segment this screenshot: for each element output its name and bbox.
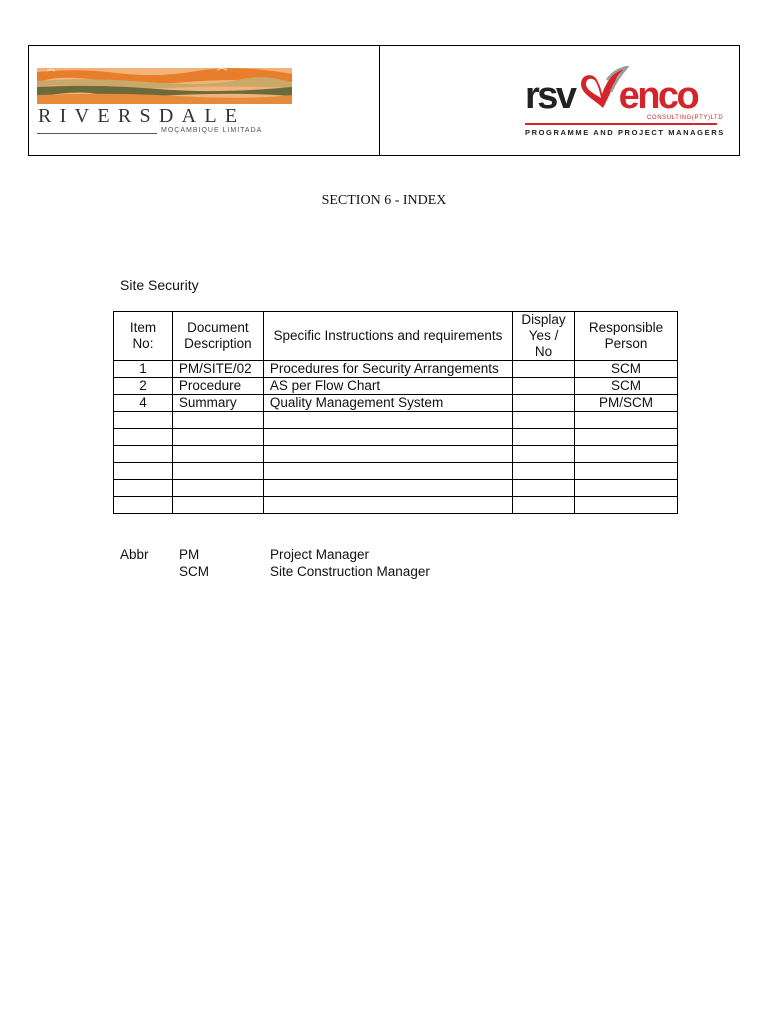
cell-item	[114, 463, 173, 480]
rsvenco-logo	[525, 66, 725, 141]
cell-display	[513, 463, 575, 480]
cell-document: PM/SITE/02	[172, 361, 263, 378]
cell-document	[172, 446, 263, 463]
table-row	[114, 378, 678, 395]
cell-instructions	[263, 412, 512, 429]
cell-responsible: PM/SCM	[575, 395, 678, 412]
cell-responsible: SCM	[575, 361, 678, 378]
header-right-cell	[380, 46, 739, 155]
table-row	[114, 497, 678, 514]
cell-document	[172, 497, 263, 514]
cell-responsible	[575, 497, 678, 514]
cell-display	[513, 378, 575, 395]
abbreviation-meaning: Project Manager	[270, 547, 370, 562]
cell-responsible: SCM	[575, 378, 678, 395]
cell-display	[513, 429, 575, 446]
cell-instructions	[263, 446, 512, 463]
cell-responsible	[575, 429, 678, 446]
rsvenco-consulting: CONSULTING(PTY)LTD	[647, 115, 724, 121]
cell-responsible	[575, 412, 678, 429]
cell-display	[513, 446, 575, 463]
cell-instructions	[263, 463, 512, 480]
rsvenco-name-right: enco	[618, 75, 698, 117]
cell-display	[513, 497, 575, 514]
cell-display	[513, 480, 575, 497]
section-title: SECTION 6 - INDEX	[321, 193, 447, 208]
index-table	[113, 311, 678, 514]
abbreviations-label: Abbr	[120, 547, 149, 562]
cell-document	[172, 480, 263, 497]
table-row	[114, 463, 678, 480]
riversdale-subname: MOÇAMBIQUE LIMITADA	[161, 127, 263, 134]
riversdale-logo	[37, 68, 297, 138]
cell-item	[114, 497, 173, 514]
header-responsible-person: Responsible Person	[575, 312, 678, 361]
header-item-no: Item No:	[114, 312, 173, 361]
table-header-row	[114, 312, 678, 361]
header-left-cell	[29, 46, 380, 155]
cell-display	[513, 412, 575, 429]
table-row	[114, 446, 678, 463]
cell-item: 4	[114, 395, 173, 412]
cell-document	[172, 412, 263, 429]
table-row	[114, 412, 678, 429]
subtitle: Site Security	[120, 277, 199, 293]
cell-instructions: Quality Management System	[263, 395, 512, 412]
cell-instructions: AS per Flow Chart	[263, 378, 512, 395]
abbreviation-code: PM	[179, 547, 200, 562]
header-display: Display Yes / No	[513, 312, 575, 361]
cell-instructions: Procedures for Security Arrangements	[263, 361, 512, 378]
cell-document	[172, 463, 263, 480]
abbreviation-codes	[179, 546, 209, 580]
rsvenco-bar	[525, 123, 717, 125]
abbreviation-code: SCM	[179, 564, 209, 579]
cell-item: 2	[114, 378, 173, 395]
abbreviation-meanings	[270, 546, 430, 580]
table-row	[114, 395, 678, 412]
header-box	[28, 45, 740, 156]
cell-item	[114, 446, 173, 463]
rsvenco-tagline: PROGRAMME AND PROJECT MANAGERS	[525, 128, 725, 137]
cell-document: Procedure	[172, 378, 263, 395]
table-row	[114, 429, 678, 446]
abbreviation-meaning: Site Construction Manager	[270, 564, 430, 579]
riversdale-name: RIVERSDALE	[38, 105, 246, 127]
heart-swoosh-icon	[577, 66, 629, 116]
cell-instructions	[263, 480, 512, 497]
cell-item	[114, 480, 173, 497]
header-instructions: Specific Instructions and requirements	[263, 312, 512, 361]
cell-display	[513, 361, 575, 378]
cell-item	[114, 429, 173, 446]
riversdale-underline	[37, 133, 157, 134]
cell-item: 1	[114, 361, 173, 378]
cell-instructions	[263, 429, 512, 446]
riversdale-landscape-icon	[37, 68, 292, 104]
cell-responsible	[575, 480, 678, 497]
cell-instructions	[263, 497, 512, 514]
cell-document	[172, 429, 263, 446]
cell-responsible	[575, 446, 678, 463]
header-document-description: Document Description	[172, 312, 263, 361]
table-row	[114, 480, 678, 497]
cell-display	[513, 395, 575, 412]
cell-document: Summary	[172, 395, 263, 412]
rsvenco-name-left: rsv	[525, 75, 575, 117]
cell-responsible	[575, 463, 678, 480]
table-row	[114, 361, 678, 378]
cell-item	[114, 412, 173, 429]
